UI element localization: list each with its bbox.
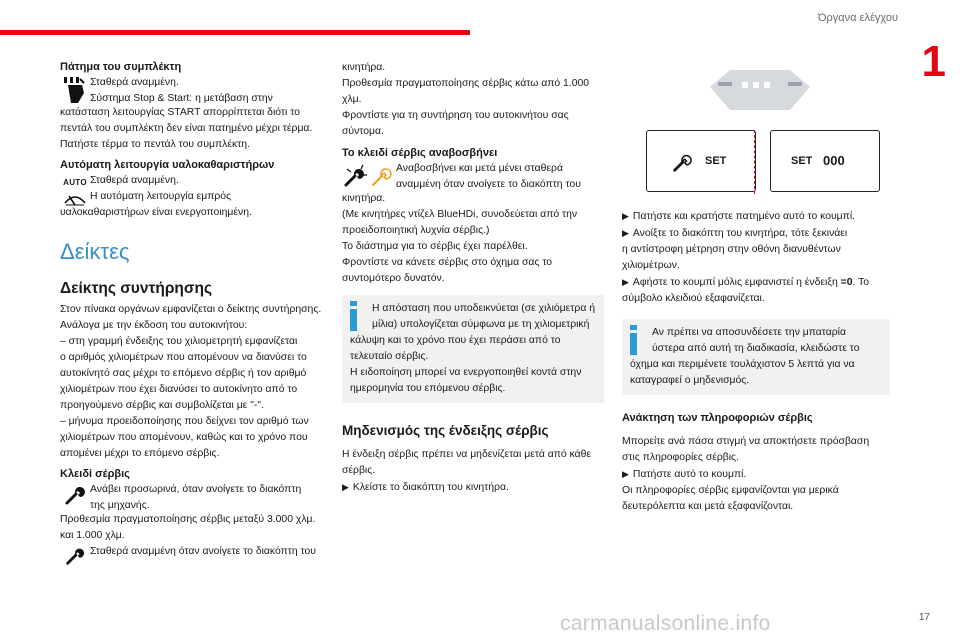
flash-line: (Με κινητήρες ντίζελ BlueHDi, συνοδεύεται από την [342,209,578,220]
step-3 [622,274,890,291]
watermark: carmanualsonline.info [560,612,771,635]
column-2 [342,60,604,496]
display-left-label: SET [705,155,727,167]
recall-line: Οι πληροφορίες σέρβις εμφανίζονται για μερικά [622,485,839,496]
step-2-text: Ανοίξτε το διακόπτη του κινητήρα, τότε ξεκινάει [632,228,848,239]
step-2-line: χιλιομέτρων. [622,260,680,271]
service-wrench-icon [671,151,693,173]
service-paragraph [60,302,322,462]
chapter-number: 1 [921,37,946,86]
service-line: Στον πίνακα οργάνων εμφανίζεται ο δείκτης συντήρησης. [60,304,322,315]
step-3-line: σύμβολο κλειδιού εξαφανίζεται. [622,293,765,304]
clutch-title: Πάτημα του συμπλέκτη [60,61,182,73]
wiper-title: Αυτόματη λειτουργία υαλοκαθαριστήρων [60,159,275,171]
wiper-auto-label: AUTO [63,178,87,187]
service-line: χιλιομέτρων που έχει διανύσει το αυτοκίνητο από το [60,384,298,395]
note-line: όχημα και περιμένετε τουλάχιστον 5 λεπτά για να [630,359,855,370]
reset-step-text: Κλείστε το διακόπτη του κινητήρα. [352,482,509,493]
flash-line-2: αναμμένη όταν ανοίγετε το διακόπτη του [396,179,581,190]
recall-step [622,466,890,483]
flash-line: προειδοποιητική λυχνία σέρβις.) [342,225,490,236]
clutch-line-4: πεντάλ του συμπλέκτη δεν είναι πατημένο μέχρι τέρμα. [60,123,313,134]
flash-title: Το κλειδί σέρβις αναβοσβήνει [342,147,498,159]
clutch-line-3: κατάσταση λειτουργίας START απορρίπτεται διότι το [60,107,300,118]
recall-step-text: Πατήστε αυτό το κουμπί. [632,469,747,480]
display-right-value: 000 [823,153,845,168]
service-line: προηγούμενο σέρβις και συμβολίζεται με "-". [60,400,264,411]
clutch-line-5: Πατήστε τέρμα το πεντάλ του συμπλέκτη. [60,139,250,150]
clutch-line-1: Σταθερά αναμμένη. [90,77,179,88]
header-accent-bar [0,30,470,35]
continued-line: σύντομα. [342,126,384,137]
service-heading: Δείκτης συντήρησης [60,280,213,297]
recall-line: δευτερόλεπτα και μετά εξαφανίζονται. [622,501,794,512]
trip-reset-button-icon [620,62,888,122]
service-line: απομένει μέχρι το επόμενο σέρβις. [60,448,220,459]
step-3-text: Αφήστε το κουμπί μόλις εμφανιστεί η ένδειξη [632,277,838,288]
info-icon [350,301,357,337]
key-line-5: Σταθερά αναμμένη όταν ανοίγετε το διακόπτη του [90,546,316,557]
info-note [622,319,890,395]
display-after [770,130,880,192]
step-1 [622,208,890,225]
continued-line: Φροντίστε για τη συντήρηση του αυτοκινήτου σας [342,110,569,121]
bullet-arrow-icon: ▶ [342,482,349,492]
flash-paragraph [342,191,604,287]
step-2-line: η αντίστροφη μέτρηση στην οθόνη διανυθέντων [622,244,841,255]
wiper-line-3: υαλοκαθαριστήρων είναι ενεργοποιημένη. [60,207,252,218]
continued-line: Προθεσμία πραγματοποίησης σέρβις κάτω από 1.000 [342,78,590,89]
key-line-4: και 1.000 χλμ. [60,530,125,541]
service-line: αυτοκίνητό σας μέχρι το επόμενο σέρβις ή τον αριθμό [60,368,307,379]
bullet-arrow-icon: ▶ [622,469,629,479]
display-right-label: SET [791,155,813,167]
reset-line: σέρβις. [342,465,376,476]
column-1 [60,60,322,566]
clutch-line-2: Σύστημα Stop & Start: η μετάβαση στην [90,93,273,104]
step-1-text: Πατήστε και κρατήστε πατημένο αυτό το κουμπί. [632,211,856,222]
service-line: Ανάλογα με την έκδοση του αυτοκινήτου: [60,320,248,331]
service-line: – στη γραμμή ένδειξης του χιλιομετρητή εμφανίζεται [60,336,298,347]
reset-heading: Μηδενισμός της ένδειξης σέρβις [342,423,549,438]
wiper-auto-icon [60,173,90,207]
service-line: – μήνυμα προειδοποίησης που δείχνει τον αριθμό των [60,416,309,427]
recall-heading: Ανάκτηση των πληροφοριών σέρβις [622,412,813,424]
continued-line: χλμ. [342,94,362,105]
flash-line: Το διάστημα για το σέρβις έχει παρέλθει. [342,241,528,252]
key-line-2: της μηχανής. [90,500,150,511]
reset-step [342,479,604,496]
step-2 [622,225,890,242]
wiper-line-1: Σταθερά αναμμένη. [90,175,179,186]
continued-paragraph [342,60,604,140]
note-line: Η απόσταση που υποδεικνύεται (σε χιλιόμετρα ή [372,303,595,314]
note-line: ημερομηνία του επόμενου σέρβις. [350,383,506,394]
step-3-end: . Το [852,277,870,288]
note-line: τελευταίο σέρβις. [350,351,429,362]
note-line: καταγραφεί ο μηδενισμός. [630,375,750,386]
divider [754,130,756,194]
indicators-heading: Δείκτες [60,239,130,264]
key-title: Κλειδί σέρβις [60,468,130,480]
note-line: Η ειδοποίηση μπορεί να ενεργοποιηθεί κοντά στην [350,367,582,378]
wiper-line-2: Η αυτόματη λειτουργία εμπρός [90,191,232,202]
column-3 [622,208,890,515]
note-line: μίλια) υπολογίζεται σύμφωνα με τη χιλιομετρική [372,319,590,330]
reset-line: Η ένδειξη σέρβις πρέπει να μηδενίζεται μετά από κάθε [342,449,592,460]
service-wrench-flash-icon [342,161,396,193]
note-line: Αν πρέπει να αποσυνδέσετε την μπαταρία [652,327,846,338]
flash-line: κινητήρα. [342,193,386,204]
bullet-arrow-icon: ▶ [622,228,629,238]
flash-line: Φροντίστε να κάνετε σέρβις στο όχημα σας το [342,257,553,268]
step-3-value: =0 [840,277,853,288]
service-wrench-icon [60,544,90,566]
display-before [646,130,756,192]
note-line: κάλυψη και το χρόνο που έχει περάσει από το [350,335,561,346]
bullet-arrow-icon: ▶ [622,277,629,287]
service-wrench-icon [60,482,90,514]
recall-line: Μπορείτε ανά πάσα στιγμή να αποκτήσετε πρόσβαση [622,436,870,447]
service-line: χιλιομέτρων που απομένουν, καθώς και το χρόνο που [60,432,308,443]
info-icon [630,325,637,361]
section-title: Όργανα ελέγχου [818,12,898,24]
key-line-3: Προθεσμία πραγματοποίησης σέρβις μεταξύ 3.000 χλμ. [60,514,316,525]
bullet-arrow-icon: ▶ [622,211,629,221]
flash-line-1: Αναβοσβήνει και μετά μένει σταθερά [396,163,563,174]
key-line-1: Ανάβει προσωρινά, όταν ανοίγετε το διακόπτη [90,484,302,495]
clutch-foot-icon [60,75,90,107]
info-note [342,295,604,403]
service-line: ο αριθμός χιλιομέτρων που απομένουν να διανύσει το [60,352,307,363]
flash-line: συντομότερο δυνατόν. [342,273,445,284]
note-line: ύστερα από αυτή τη διαδικασία, κλειδώστε το [652,343,860,354]
recall-line: στις πληροφορίες σέρβις. [622,452,739,463]
continued-line: κινητήρα. [342,62,386,73]
page-number: 17 [918,612,930,623]
